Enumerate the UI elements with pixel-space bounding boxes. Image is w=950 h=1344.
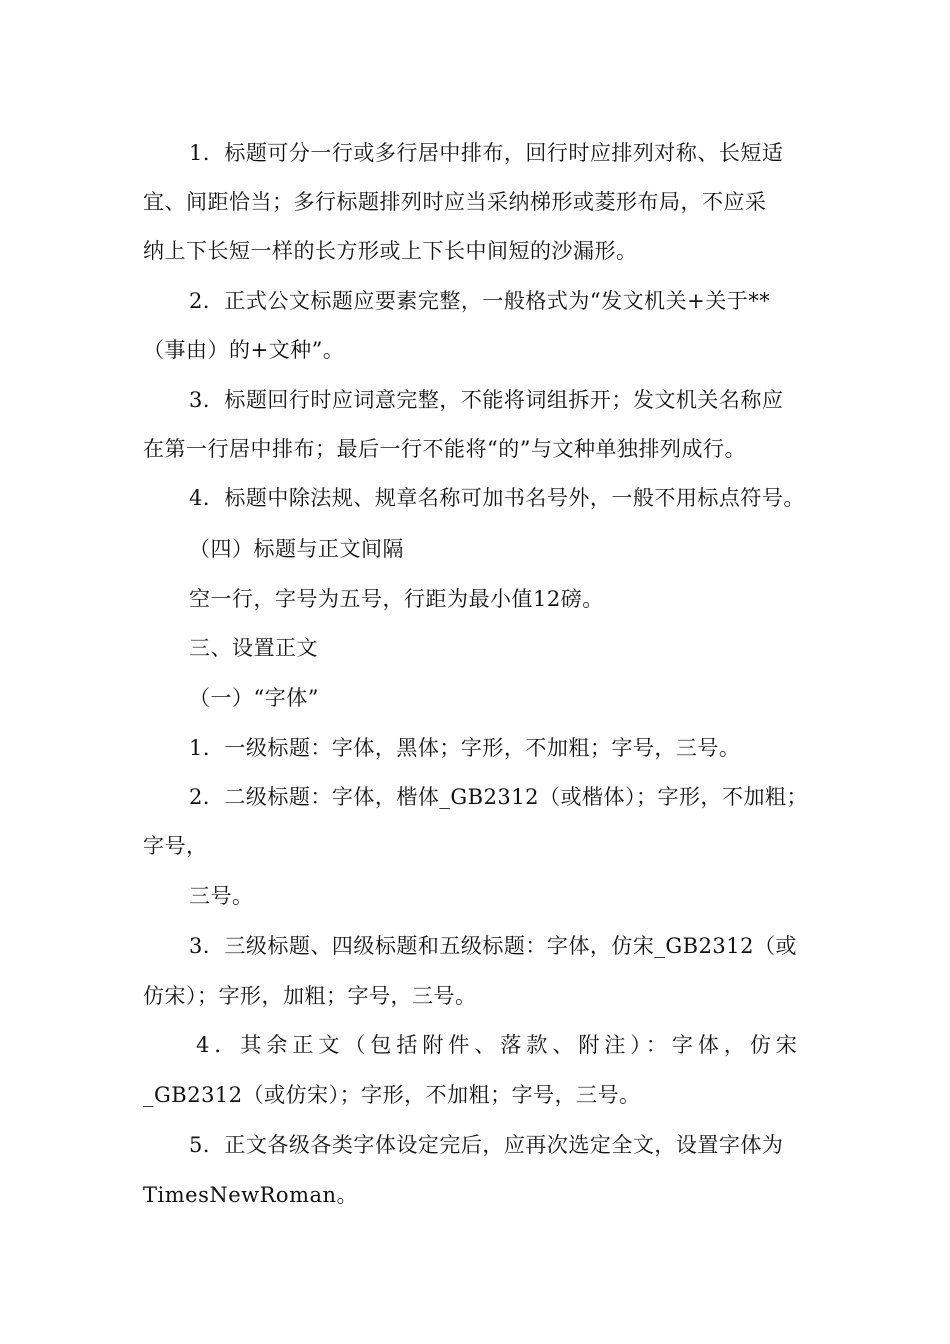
paragraph-line: 纳上下长短一样的长方形或上下长中间短的沙漏形。 bbox=[143, 239, 638, 263]
section-heading: （一）“字体” bbox=[189, 686, 319, 710]
paragraph-line: _GB2312（或仿宋）；字形，不加粗；字号，三号。 bbox=[143, 1083, 641, 1107]
paragraph-line: 2．正式公文标题应要素完整，一般格式为“发文机关+关于** bbox=[189, 289, 771, 313]
paragraph-line: 宜、间距恰当；多行标题排列时应当采纳梯形或菱形布局，不应采 bbox=[143, 190, 767, 214]
paragraph-line: 仿宋）；字形，加粗；字号，三号。 bbox=[143, 984, 477, 1008]
paragraph-line: 4．标题中除法规、规章名称可加书名号外，一般不用标点符号。 bbox=[189, 486, 805, 510]
paragraph-line: 5．正文各级各类字体设定完后，应再次选定全文，设置字体为 bbox=[189, 1133, 784, 1157]
paragraph-line: 字号， bbox=[143, 834, 208, 858]
section-heading: （四）标题与正文间隔 bbox=[189, 537, 404, 561]
section-heading: 三、设置正文 bbox=[189, 636, 318, 660]
paragraph-line: 1．标题可分一行或多行居中排布，回行时应排列对称、长短适 bbox=[189, 141, 784, 165]
paragraph-line: 空一行，字号为五号，行距为最小值12磅。 bbox=[189, 587, 604, 611]
paragraph-line: （事由）的+文种”。 bbox=[143, 338, 345, 362]
paragraph-line: 3．三级标题、四级标题和五级标题：字体，仿宋_GB2312（或 bbox=[189, 934, 798, 958]
paragraph-line: 3．标题回行时应词意完整，不能将词组拆开；发文机关名称应 bbox=[189, 388, 784, 412]
paragraph-line: 在第一行居中排布；最后一行不能将“的”与文种单独排列成行。 bbox=[143, 437, 746, 461]
paragraph-line: 2．二级标题：字体，楷体_GB2312（或楷体）；字形，不加粗； bbox=[189, 785, 809, 809]
paragraph-line: 1．一级标题：字体，黑体；字形，不加粗；字号，三号。 bbox=[189, 736, 741, 760]
paragraph-line: 4．其余正文（包括附件、落款、附注）：字体，仿宋 bbox=[196, 1033, 802, 1057]
paragraph-line: TimesNewRoman。 bbox=[143, 1183, 359, 1207]
paragraph-line: 三号。 bbox=[189, 884, 254, 908]
